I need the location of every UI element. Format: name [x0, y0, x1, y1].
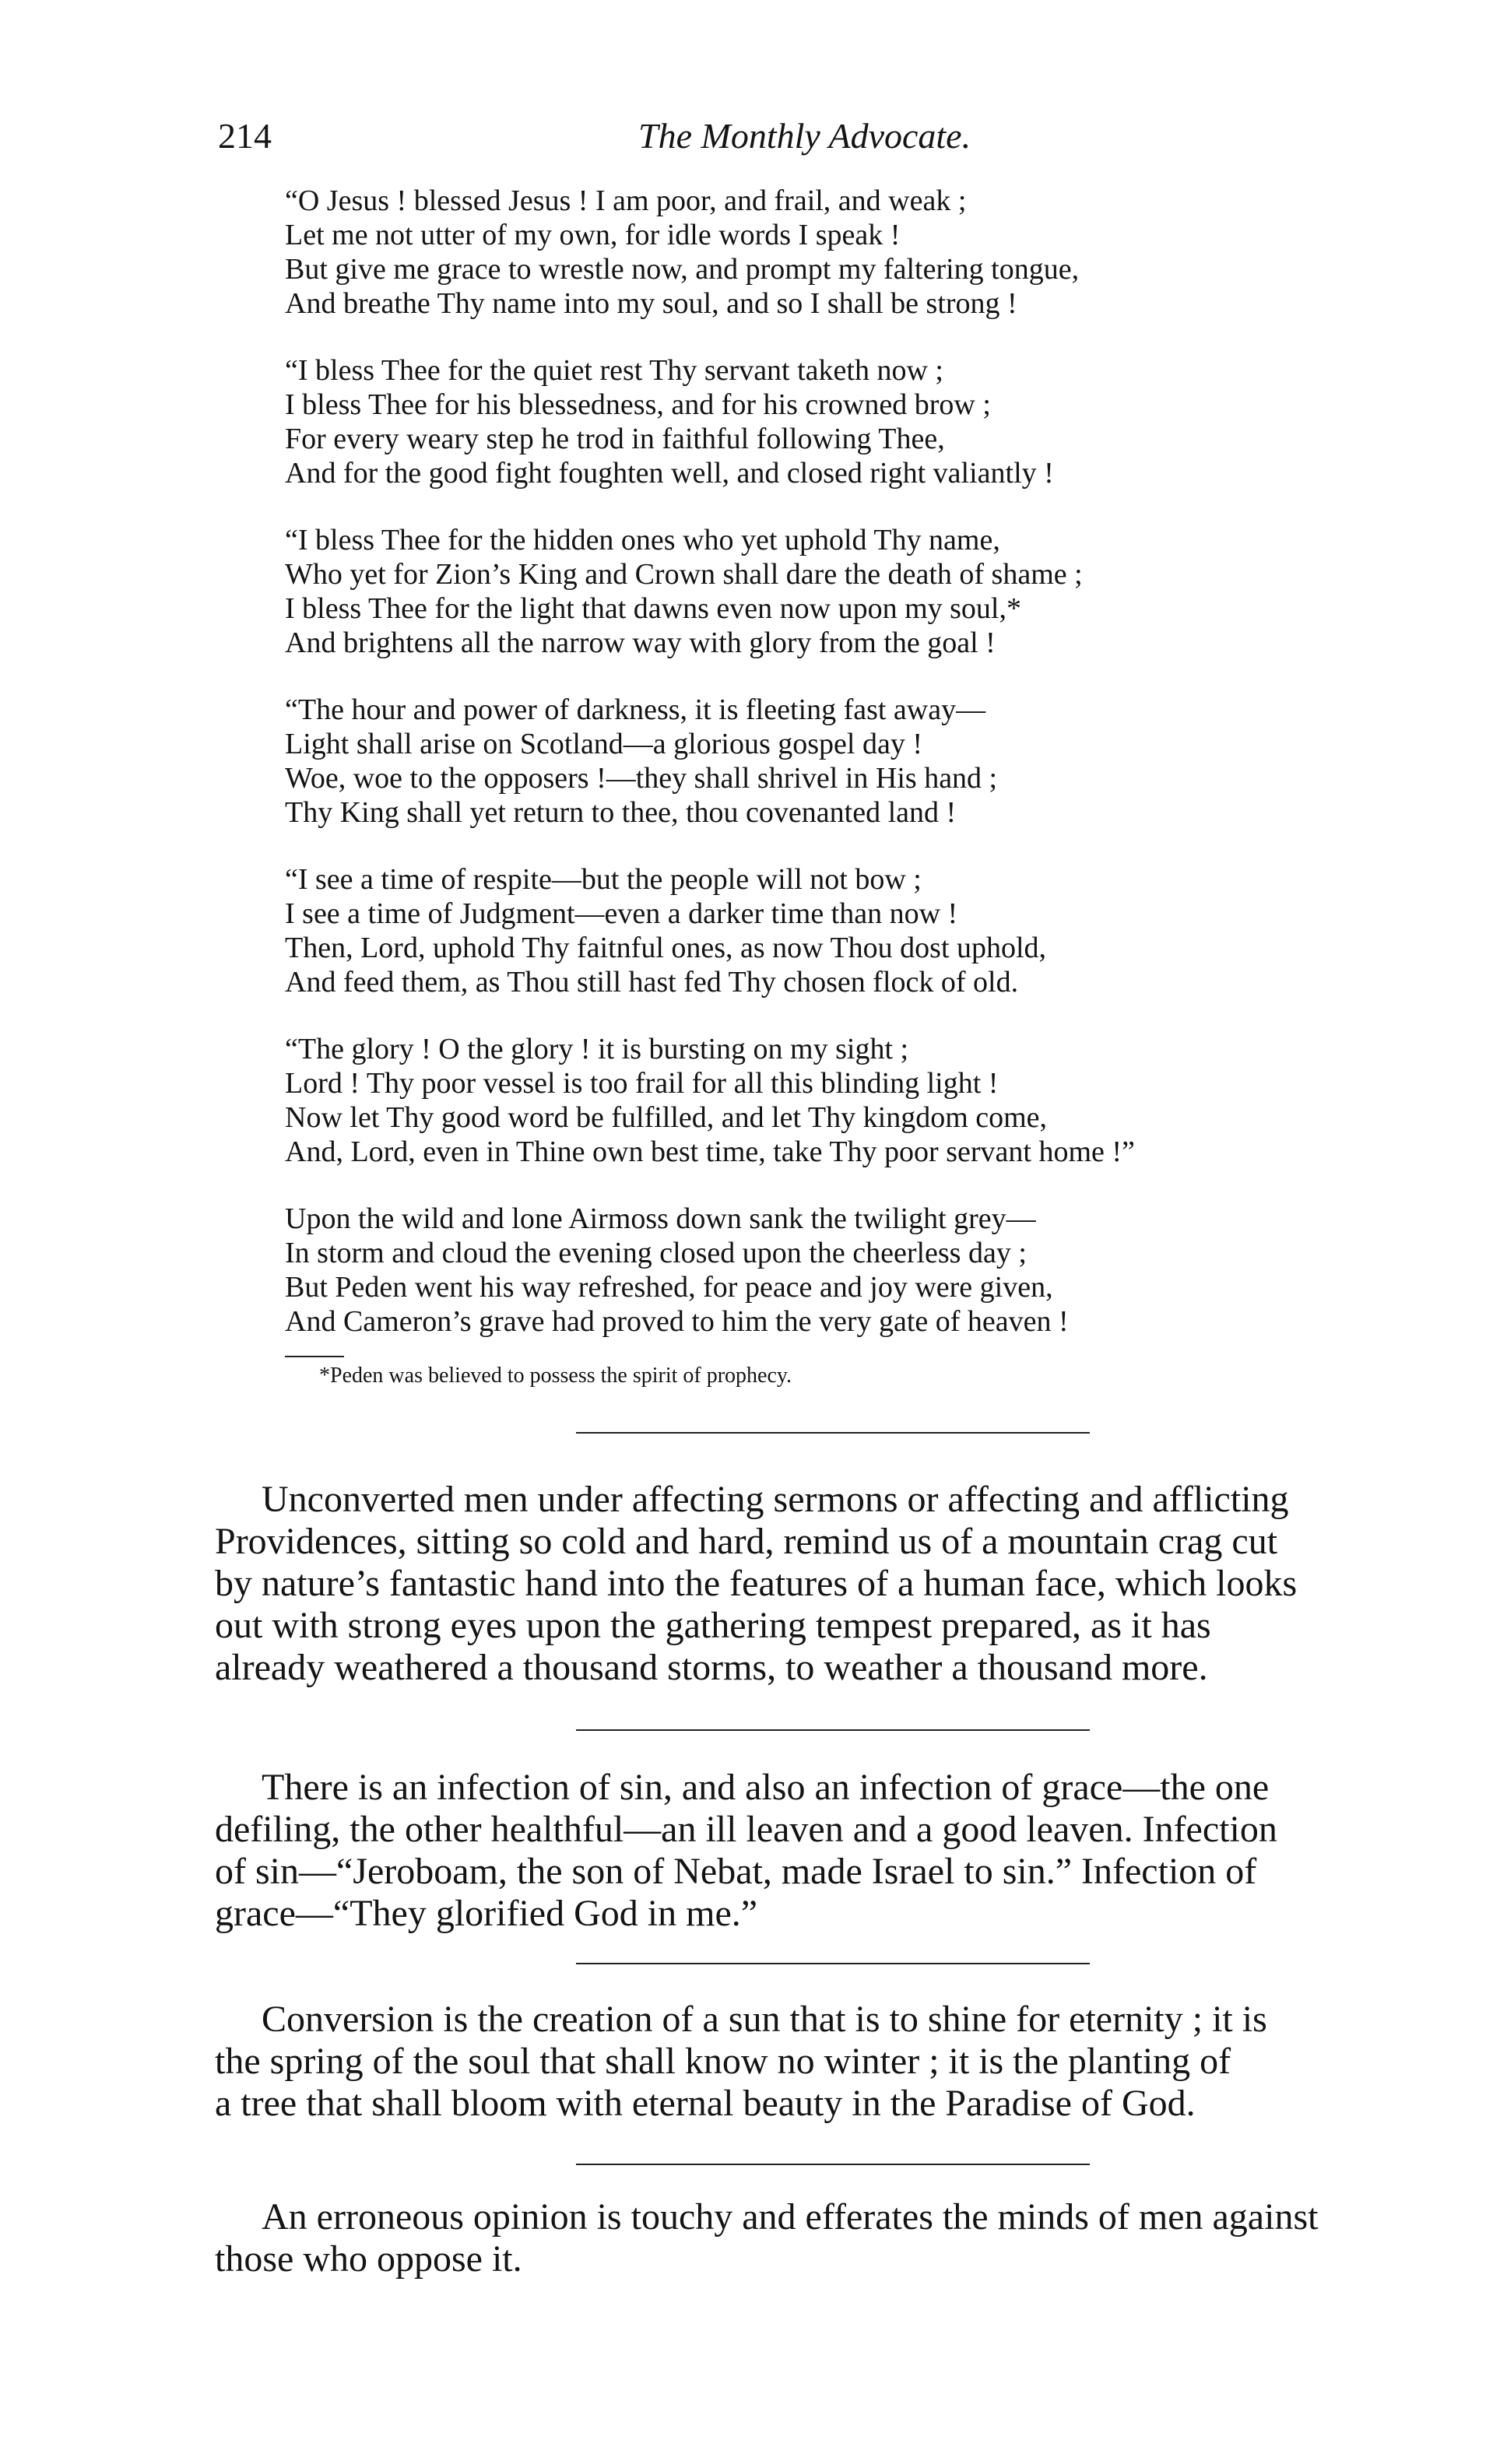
poem-line: I see a time of Judgment—even a darker time than now !	[285, 897, 958, 930]
poem-line: “The glory ! O the glory ! it is bursting on my sight ;	[285, 1033, 909, 1065]
poem-line: Upon the wild and lone Airmoss down sank the twilight grey—	[285, 1202, 1036, 1235]
poem-line: And Cameron’s grave had proved to him the very gate of heaven !	[285, 1305, 1069, 1338]
stanza	[285, 1202, 1375, 1339]
poem-line: I bless Thee for the light that dawns even now upon my soul,*	[285, 592, 1021, 625]
poem-line: “I bless Thee for the quiet rest Thy servant taketh now ;	[285, 354, 943, 387]
page-number: 214	[218, 116, 272, 156]
paragraph-line: Unconverted men under affecting sermons or affecting and afflicting	[262, 1479, 1289, 1520]
poem	[285, 184, 1375, 1371]
stanza	[285, 862, 1375, 999]
poem-line: Who yet for Zion’s King and Crown shall dare the death of shame ;	[285, 558, 1083, 591]
stanza	[285, 353, 1375, 490]
poem-line: And breathe Thy name into my soul, and so I shall be strong !	[285, 287, 1017, 320]
poem-line: But Peden went his way refreshed, for peace and joy were given,	[285, 1271, 1053, 1304]
stanza	[285, 693, 1375, 830]
poem-line: “The hour and power of darkness, it is fleeting fast away—	[285, 693, 986, 726]
paragraph-line: the spring of the soul that shall know no winter ; it is the planting of	[215, 2041, 1231, 2082]
section-divider	[576, 1963, 1090, 1964]
poem-line: Then, Lord, uphold Thy faitnful ones, as now Thou dost uphold,	[285, 932, 1047, 964]
paragraph	[215, 1479, 1460, 1689]
poem-line: Light shall arise on Scotland—a glorious gospel day !	[285, 728, 922, 760]
stanza	[285, 1032, 1375, 1169]
paragraph-line: An erroneous opinion is touchy and efferates the minds of men against	[262, 2196, 1319, 2238]
paragraph-line: those who oppose it.	[215, 2238, 522, 2280]
paragraph-line: already weathered a thousand storms, to weather a thousand more.	[215, 1647, 1208, 1688]
stanza	[285, 523, 1375, 660]
poem-line: And brightens all the narrow way with glory from the goal !	[285, 627, 996, 659]
stanza	[285, 184, 1375, 321]
running-title: The Monthly Advocate.	[638, 116, 971, 156]
poem-line: Now let Thy good word be fulfilled, and let Thy kingdom come,	[285, 1101, 1048, 1134]
paragraph-line: There is an infection of sin, and also an infection of grace—the one	[262, 1767, 1270, 1808]
section-divider	[576, 1432, 1090, 1434]
paragraph-line: of sin—“Jeroboam, the son of Nebat, made Israel to sin.” Infection of	[215, 1851, 1257, 1892]
poem-line: And, Lord, even in Thine own best time, take Thy poor servant home !”	[285, 1135, 1135, 1168]
poem-line: In storm and cloud the evening closed upon the cheerless day ;	[285, 1237, 1027, 1269]
poem-line: And feed them, as Thou still hast fed Thy chosen flock of old.	[285, 966, 1019, 999]
poem-line: I bless Thee for his blessedness, and for his crowned brow ;	[285, 388, 991, 421]
section-divider	[576, 1729, 1090, 1731]
poem-line: And for the good fight foughten well, and closed right valiantly !	[285, 457, 1054, 490]
poem-line: But give me grace to wrestle now, and prompt my faltering tongue,	[285, 253, 1080, 286]
paragraph-line: Providences, sitting so cold and hard, remind us of a mountain crag cut	[215, 1521, 1278, 1562]
paragraph-line: defiling, the other healthful—an ill leaven and a good leaven. Infection	[215, 1809, 1277, 1850]
footnote: *Peden was believed to possess the spirit of prophecy.	[319, 1364, 792, 1388]
paragraph-line: grace—“They glorified God in me.”	[215, 1893, 758, 1934]
poem-line: For every weary step he trod in faithful following Thee,	[285, 423, 945, 455]
section-divider	[576, 2164, 1090, 2165]
paragraph	[215, 1999, 1460, 2125]
footnote-divider	[285, 1356, 344, 1357]
poem-line: “I see a time of respite—but the people will not bow ;	[285, 863, 922, 896]
poem-line: Let me not utter of my own, for idle words I speak !	[285, 219, 901, 251]
poem-line: “O Jesus ! blessed Jesus ! I am poor, and frail, and weak ;	[285, 184, 967, 217]
poem-line: Woe, woe to the opposers !—they shall shrivel in His hand ;	[285, 762, 998, 795]
paragraph	[215, 1767, 1460, 1935]
poem-line: Thy King shall yet return to thee, thou covenanted land !	[285, 796, 957, 829]
poem-line: “I bless Thee for the hidden ones who yet uphold Thy name,	[285, 524, 1000, 556]
poem-line: Lord ! Thy poor vessel is too frail for all this blinding light !	[285, 1067, 999, 1100]
paragraph-line: out with strong eyes upon the gathering tempest prepared, as it has	[215, 1605, 1211, 1646]
paragraph-line: Conversion is the creation of a sun that is to shine for eternity ; it is	[262, 1999, 1267, 2040]
paragraph-line: a tree that shall bloom with eternal beauty in the Paradise of God.	[215, 2083, 1196, 2124]
paragraph	[215, 2196, 1460, 2280]
paragraph-line: by nature’s fantastic hand into the features of a human face, which looks	[215, 1563, 1298, 1604]
page-header	[218, 115, 1292, 170]
